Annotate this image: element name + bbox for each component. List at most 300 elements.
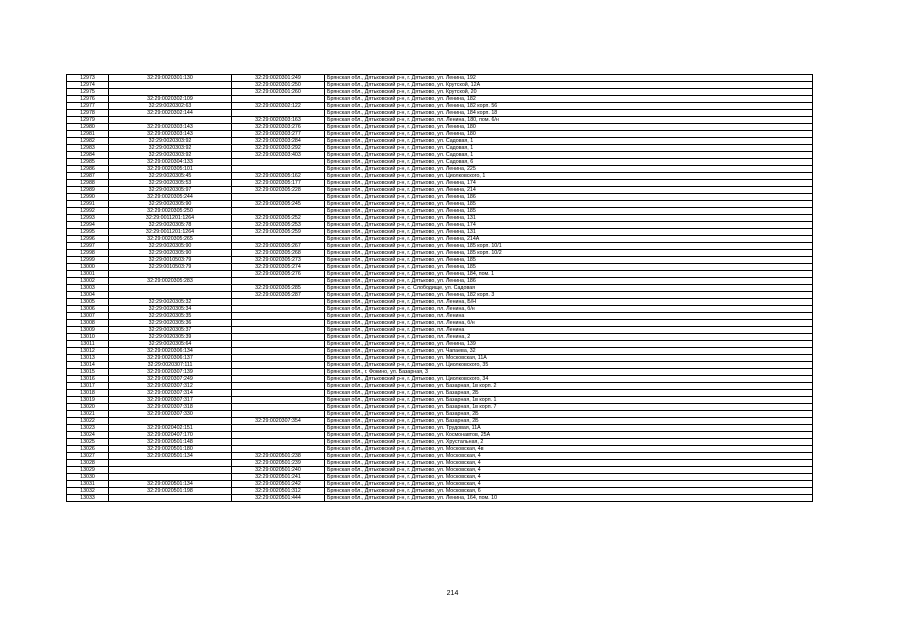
cadastral-number-cell: 32:29:0020305:35 [109, 313, 232, 320]
building-cadastral-number-cell: 32:29:0020303:284 [232, 138, 325, 145]
row-number: 12979 [67, 117, 109, 124]
address-cell: Брянская обл., Дятьковский р-н, г. Дятьково, ул. Ленина, 184 корп. 18 [325, 110, 813, 117]
table-row [67, 201, 813, 208]
address-cell: Брянская обл., Дятьковский р-н, г. Дятьково, пл. Ленина, 2 [325, 334, 813, 341]
address-cell: Брянская обл., Дятьковский р-н, г. Дятьково, пл. Ленина, Б/Н [325, 299, 813, 306]
row-number: 13012 [67, 348, 109, 355]
row-number: 13014 [67, 362, 109, 369]
building-cadastral-number-cell: 32:29:0020305:228 [232, 187, 325, 194]
cadastral-number-cell [109, 460, 232, 467]
row-number: 12974 [67, 82, 109, 89]
registry-table [66, 74, 813, 502]
table-row [67, 369, 813, 376]
address-cell: Брянская обл., Дятьковский р-н, г. Дятьково, ул. Ленина, 182 корп. 3 [325, 292, 813, 299]
address-cell: Брянская обл., Дятьковский р-н, г. Дятьково, пл. Ленина, б/н [325, 320, 813, 327]
row-number: 13030 [67, 474, 109, 481]
row-number: 12995 [67, 229, 109, 236]
address-cell: Брянская обл., Дятьковский р-н, г. Дятьково, ул. Московская, 11А [325, 355, 813, 362]
building-cadastral-number-cell [232, 327, 325, 334]
building-cadastral-number-cell [232, 439, 325, 446]
building-cadastral-number-cell: 32:29:0020305:276 [232, 271, 325, 278]
table-row [67, 250, 813, 257]
cadastral-number-cell: 32:29:0020402:151 [109, 425, 232, 432]
address-cell: Брянская обл., Дятьковский р-н, г. Дятьково, ул. Крутской, 20 [325, 89, 813, 96]
building-cadastral-number-cell [232, 320, 325, 327]
table-row [67, 383, 813, 390]
row-number: 12987 [67, 173, 109, 180]
row-number: 12981 [67, 131, 109, 138]
table-row [67, 390, 813, 397]
table-row [67, 271, 813, 278]
address-cell: Брянская обл., Дятьковский р-н, г. Дятьково, ул. Московская, 6 [325, 488, 813, 495]
address-cell: Брянская обл., Дятьковский р-н, г. Дятьково, ул. Ленина, 131 [325, 215, 813, 222]
row-number: 12989 [67, 187, 109, 194]
table-row [67, 348, 813, 355]
cadastral-number-cell [109, 271, 232, 278]
table-row [67, 418, 813, 425]
table-row [67, 82, 813, 89]
table-row [67, 180, 813, 187]
row-number: 12998 [67, 250, 109, 257]
row-number: 12983 [67, 145, 109, 152]
address-cell: Брянская обл., Дятьковский р-н, г. Дятьково, пл. Ленина, 180, пом. 6/н [325, 117, 813, 124]
row-number: 12980 [67, 124, 109, 131]
table-row [67, 208, 813, 215]
address-cell: Брянская обл., Дятьковский р-н, г. Дятьково, ул. Садовая, 6 [325, 159, 813, 166]
building-cadastral-number-cell [232, 446, 325, 453]
table-row [67, 222, 813, 229]
building-cadastral-number-cell [232, 369, 325, 376]
building-cadastral-number-cell: 32:29:0020301:260 [232, 89, 325, 96]
cadastral-number-cell [109, 467, 232, 474]
registry-table-body [67, 75, 813, 502]
address-cell: Брянская обл., Дятьковский р-н, г. Дятьково, пл. Ленина [325, 327, 813, 334]
address-cell: Брянская обл., Дятьковский р-н, г. Дятьково, ул. Циолковского, 34 [325, 376, 813, 383]
address-cell: Брянская обл., Дятьковский р-н, г. Дятьково, ул. Ленина, 180 [325, 131, 813, 138]
cadastral-number-cell: 32:29:0020305:64 [109, 341, 232, 348]
address-cell: Брянская обл., Дятьковский р-н, г. Дятьково, ул. Базарная, 2Б [325, 390, 813, 397]
table-row [67, 292, 813, 299]
address-cell: Брянская обл., Дятьковский р-н, г. Дятьково, ул. Ленина, 214А [325, 236, 813, 243]
building-cadastral-number-cell [232, 404, 325, 411]
building-cadastral-number-cell [232, 362, 325, 369]
building-cadastral-number-cell [232, 432, 325, 439]
address-cell: Брянская обл., Дятьковский р-н, г. Дятьково, ул. Базарная, 1в корп. 1 [325, 397, 813, 404]
cadastral-number-cell: 32:29:0020305:90 [109, 201, 232, 208]
address-cell: Брянская обл., Дятьковский р-н, г. Дятьково, ул. Чапаева, 32 [325, 348, 813, 355]
table-row [67, 320, 813, 327]
address-cell: Брянская обл., Дятьковский р-н, г. Дятьково, ул. Базарная, 2Б [325, 411, 813, 418]
address-cell: Брянская обл., Дятьковский р-н, г. Дятьково, ул. Ленина, 225 [325, 166, 813, 173]
cadastral-number-cell: 32:29:0020307:330 [109, 411, 232, 418]
building-cadastral-number-cell [232, 166, 325, 173]
cadastral-number-cell: 32:29:0020302:144 [109, 110, 232, 117]
table-row [67, 425, 813, 432]
cadastral-number-cell [109, 117, 232, 124]
row-number: 12982 [67, 138, 109, 145]
building-cadastral-number-cell: 32:29:0020303:276 [232, 124, 325, 131]
cadastral-number-cell: 32:29:0020307:318 [109, 404, 232, 411]
cadastral-number-cell: 32:29:0020501:198 [109, 488, 232, 495]
building-cadastral-number-cell: 32:29:0020305:162 [232, 173, 325, 180]
cadastral-number-cell: 32:29:0020501:180 [109, 446, 232, 453]
address-cell: Брянская обл., Дятьковский р-н, г. Дятьково, ул. Ленина, 131 [325, 229, 813, 236]
cadastral-number-cell: 32:29:0020305:101 [109, 166, 232, 173]
cadastral-number-cell: 32:29:0010503:79 [109, 257, 232, 264]
table-row [67, 313, 813, 320]
building-cadastral-number-cell: 32:29:0020501:242 [232, 481, 325, 488]
address-cell: Брянская обл., г. Фокино, ул. Базарная, 3 [325, 369, 813, 376]
table-row [67, 236, 813, 243]
row-number: 13002 [67, 278, 109, 285]
cadastral-number-cell: 32:29:0020304:133 [109, 159, 232, 166]
building-cadastral-number-cell [232, 194, 325, 201]
building-cadastral-number-cell: 32:29:0020305:285 [232, 285, 325, 292]
address-cell: Брянская обл., Дятьковский р-н, г. Дятьково, ул. Циолковского, 35 [325, 362, 813, 369]
table-row [67, 159, 813, 166]
table-row [67, 411, 813, 418]
row-number: 13026 [67, 446, 109, 453]
table-row [67, 166, 813, 173]
address-cell: Брянская обл., Дятьковский р-н, г. Дятьково, ул. Крутской, 12А [325, 82, 813, 89]
building-cadastral-number-cell [232, 348, 325, 355]
table-row [67, 439, 813, 446]
cadastral-number-cell: 32:29:0020305:97 [109, 187, 232, 194]
row-number: 12999 [67, 257, 109, 264]
building-cadastral-number-cell [232, 159, 325, 166]
building-cadastral-number-cell: 32:29:0020501:444 [232, 495, 325, 502]
address-cell: Брянская обл., Дятьковский р-н, г. Дятьково, ул. Ленина, 180 [325, 124, 813, 131]
cadastral-number-cell: 32:29:0020307:249 [109, 376, 232, 383]
table-row [67, 362, 813, 369]
building-cadastral-number-cell [232, 376, 325, 383]
cadastral-number-cell: 32:29:0020305:90 [109, 243, 232, 250]
cadastral-number-cell [109, 495, 232, 502]
cadastral-number-cell: 32:29:0020302:63 [109, 103, 232, 110]
building-cadastral-number-cell: 32:29:0020305:273 [232, 257, 325, 264]
building-cadastral-number-cell [232, 278, 325, 285]
row-number: 13016 [67, 376, 109, 383]
cadastral-number-cell: 32:29:0020305:45 [109, 173, 232, 180]
building-cadastral-number-cell: 32:29:0020305:268 [232, 250, 325, 257]
address-cell: Брянская обл., Дятьковский р-н, г. Дятьково, ул. Ленина, 186 [325, 278, 813, 285]
table-row [67, 355, 813, 362]
table-row [67, 495, 813, 502]
building-cadastral-number-cell: 32:29:0020303:403 [232, 152, 325, 159]
building-cadastral-number-cell [232, 236, 325, 243]
table-row [67, 96, 813, 103]
cadastral-number-cell: 32:29:0020305:265 [109, 236, 232, 243]
address-cell: Брянская обл., Дятьковский р-н, г. Дятьково, пл. Ленина [325, 313, 813, 320]
address-cell: Брянская обл., Дятьковский р-н, г. Дятьково, ул. Московская, 4 [325, 467, 813, 474]
address-cell: Брянская обл., Дятьковский р-н, г. Дятьково, ул. Ленина, 164, пом. 10 [325, 495, 813, 502]
building-cadastral-number-cell: 32:29:0020305:287 [232, 292, 325, 299]
building-cadastral-number-cell: 32:29:0020302:122 [232, 103, 325, 110]
table-row [67, 474, 813, 481]
address-cell: Брянская обл., Дятьковский р-н, г. Дятьково, ул. Ленина, 186 [325, 194, 813, 201]
cadastral-number-cell: 32:29:0020305:244 [109, 194, 232, 201]
row-number: 12991 [67, 201, 109, 208]
row-number: 13008 [67, 320, 109, 327]
table-row [67, 194, 813, 201]
row-number: 13019 [67, 397, 109, 404]
row-number: 13003 [67, 285, 109, 292]
address-cell: Брянская обл., Дятьковский р-н, г. Дятьково, ул. Космонавтов, 25А [325, 432, 813, 439]
table-row [67, 404, 813, 411]
address-cell: Брянская обл., Дятьковский р-н, г. Дятьково, ул. Ленина, 185 корп. 10/2 [325, 250, 813, 257]
cadastral-number-cell: 32:29:0020307:317 [109, 397, 232, 404]
row-number: 12976 [67, 96, 109, 103]
cadastral-number-cell: 32:29:0020302:109 [109, 96, 232, 103]
row-number: 13025 [67, 439, 109, 446]
row-number: 13031 [67, 481, 109, 488]
table-row [67, 264, 813, 271]
row-number: 13027 [67, 453, 109, 460]
table-row [67, 453, 813, 460]
address-cell: Брянская обл., Дятьковский р-н, г. Дятьково, ул. Ленина, 185 корп. 10/1 [325, 243, 813, 250]
address-cell: Брянская обл., Дятьковский р-н, г. Дятьково, ул. Ленина, 185 [325, 201, 813, 208]
cadastral-number-cell: 32:29:0020305:250 [109, 208, 232, 215]
cadastral-number-cell: 32:29:0020305:32 [109, 299, 232, 306]
row-number: 13001 [67, 271, 109, 278]
cadastral-number-cell: 32:29:0020501:134 [109, 453, 232, 460]
address-cell: Брянская обл., Дятьковский р-н, г. Дятьково, ул. Московская, 4 [325, 453, 813, 460]
row-number: 13033 [67, 495, 109, 502]
table-row [67, 299, 813, 306]
building-cadastral-number-cell: 32:29:0020303:163 [232, 117, 325, 124]
table-row [67, 285, 813, 292]
row-number: 13023 [67, 425, 109, 432]
building-cadastral-number-cell [232, 299, 325, 306]
cadastral-number-cell: 32:29:0020303:92 [109, 152, 232, 159]
building-cadastral-number-cell [232, 208, 325, 215]
row-number: 13015 [67, 369, 109, 376]
row-number: 12990 [67, 194, 109, 201]
row-number: 13005 [67, 299, 109, 306]
row-number: 12997 [67, 243, 109, 250]
cadastral-number-cell: 32:29:0020501:148 [109, 439, 232, 446]
row-number: 13004 [67, 292, 109, 299]
cadastral-number-cell: 32:29:0020305:37 [109, 327, 232, 334]
building-cadastral-number-cell: 32:29:0020301:249 [232, 75, 325, 82]
address-cell: Брянская обл., Дятьковский р-н, г. Дятьково, ул. Московская, 4 [325, 481, 813, 488]
table-row [67, 432, 813, 439]
address-cell: Брянская обл., Дятьковский р-н, с. Слободище, ул. Садовая [325, 285, 813, 292]
address-cell: Брянская обл., Дятьковский р-н, г. Дятьково, ул. Базарная, 2Б [325, 418, 813, 425]
cadastral-number-cell: 32:29:0011201:1264 [109, 215, 232, 222]
building-cadastral-number-cell [232, 355, 325, 362]
row-number: 13013 [67, 355, 109, 362]
row-number: 12975 [67, 89, 109, 96]
row-number: 13032 [67, 488, 109, 495]
table-row [67, 229, 813, 236]
building-cadastral-number-cell: 32:29:0020305:267 [232, 243, 325, 250]
cadastral-number-cell: 32:29:0020307:312 [109, 383, 232, 390]
cadastral-number-cell: 32:29:0020305:34 [109, 306, 232, 313]
building-cadastral-number-cell: 32:29:0020307:354 [232, 418, 325, 425]
row-number: 12996 [67, 236, 109, 243]
table-row [67, 243, 813, 250]
row-number: 12977 [67, 103, 109, 110]
building-cadastral-number-cell: 32:29:0020501:312 [232, 488, 325, 495]
address-cell: Брянская обл., Дятьковский р-н, г. Дятьково, ул. Хрустальная, 2 [325, 439, 813, 446]
row-number: 13011 [67, 341, 109, 348]
row-number: 12978 [67, 110, 109, 117]
building-cadastral-number-cell: 32:29:0020303:292 [232, 145, 325, 152]
cadastral-number-cell: 32:29:0020307:314 [109, 390, 232, 397]
row-number: 13017 [67, 383, 109, 390]
address-cell: Брянская обл., Дятьковский р-н, г. Дятьково, ул. Ленина, 139 [325, 341, 813, 348]
row-number: 13018 [67, 390, 109, 397]
row-number: 13000 [67, 264, 109, 271]
building-cadastral-number-cell: 32:29:0020305:274 [232, 264, 325, 271]
building-cadastral-number-cell [232, 397, 325, 404]
address-cell: Брянская обл., Дятьковский р-н, г. Дятьково, ул. Московская, 4 [325, 460, 813, 467]
row-number: 13006 [67, 306, 109, 313]
row-number: 13020 [67, 404, 109, 411]
row-number: 13024 [67, 432, 109, 439]
table-row [67, 131, 813, 138]
row-number: 13022 [67, 418, 109, 425]
cadastral-number-cell [109, 82, 232, 89]
row-number: 12988 [67, 180, 109, 187]
address-cell: Брянская обл., Дятьковский р-н, г. Дятьково, ул. Ленина, 185 [325, 264, 813, 271]
building-cadastral-number-cell: 32:29:0020501:241 [232, 474, 325, 481]
address-cell: Брянская обл., Дятьковский р-н, г. Дятьково, ул. Московская, 4в [325, 446, 813, 453]
table-row [67, 117, 813, 124]
address-cell: Брянская обл., Дятьковский р-н, г. Дятьково, пл. Ленина, б/н [325, 306, 813, 313]
table-row [67, 145, 813, 152]
building-cadastral-number-cell: 32:29:0020305:177 [232, 180, 325, 187]
row-number: 13028 [67, 460, 109, 467]
address-cell: Брянская обл., Дятьковский р-н, г. Дятьково, ул. Ленина, 214 [325, 187, 813, 194]
building-cadastral-number-cell [232, 334, 325, 341]
building-cadastral-number-cell [232, 306, 325, 313]
cadastral-number-cell [109, 474, 232, 481]
row-number: 13009 [67, 327, 109, 334]
address-cell: Брянская обл., Дятьковский р-н, г. Дятьково, ул. Ленина, 185 [325, 257, 813, 264]
table-row [67, 103, 813, 110]
table-row [67, 138, 813, 145]
row-number: 12984 [67, 152, 109, 159]
cadastral-number-cell: 32:29:0020307:139 [109, 369, 232, 376]
cadastral-number-cell: 32:29:0011201:1264 [109, 229, 232, 236]
cadastral-number-cell: 32:29:0020305:90 [109, 250, 232, 257]
table-row [67, 152, 813, 159]
cadastral-number-cell: 32:29:0020305:53 [109, 180, 232, 187]
address-cell: Брянская обл., Дятьковский р-н, г. Дятьково, ул. Московская, 4 [325, 474, 813, 481]
cadastral-number-cell: 32:29:0020303:92 [109, 138, 232, 145]
building-cadastral-number-cell: 32:29:0020305:245 [232, 201, 325, 208]
table-row [67, 75, 813, 82]
table-row [67, 306, 813, 313]
cadastral-number-cell [109, 292, 232, 299]
cadastral-number-cell: 32:29:0020306:134 [109, 348, 232, 355]
table-row [67, 446, 813, 453]
cadastral-number-cell: 32:29:0020303:143 [109, 124, 232, 131]
cadastral-number-cell: 32:29:0020307:111 [109, 362, 232, 369]
building-cadastral-number-cell [232, 110, 325, 117]
address-cell: Брянская обл., Дятьковский р-н, г. Дятьково, ул. Садовая, 1 [325, 138, 813, 145]
table-row [67, 173, 813, 180]
table-row [67, 481, 813, 488]
cadastral-number-cell [109, 89, 232, 96]
cadastral-number-cell: 32:29:0020303:143 [109, 131, 232, 138]
cadastral-number-cell: 32:29:0020305:78 [109, 222, 232, 229]
building-cadastral-number-cell: 32:29:0020501:239 [232, 460, 325, 467]
building-cadastral-number-cell: 32:29:0020305:259 [232, 229, 325, 236]
page-number: 214 [446, 590, 459, 597]
table-row [67, 89, 813, 96]
building-cadastral-number-cell [232, 425, 325, 432]
table-row [67, 397, 813, 404]
row-number: 12994 [67, 222, 109, 229]
table-row [67, 488, 813, 495]
table-row [67, 215, 813, 222]
address-cell: Брянская обл., Дятьковский р-н, г. Дятьково, ул. Ленина, 184, пом. 1 [325, 271, 813, 278]
cadastral-number-cell: 32:29:0020306:137 [109, 355, 232, 362]
address-cell: Брянская обл., Дятьковский р-н, г. Дятьково, ул. Трудовая, 11А [325, 425, 813, 432]
address-cell: Брянская обл., Дятьковский р-н, г. Дятьково, ул. Ленина, 182 корп. 56 [325, 103, 813, 110]
building-cadastral-number-cell [232, 96, 325, 103]
cadastral-number-cell: 32:29:0020301:130 [109, 75, 232, 82]
address-cell: Брянская обл., Дятьковский р-н, г. Дятьково, ул. Садовая, 1 [325, 152, 813, 159]
address-cell: Брянская обл., Дятьковский р-н, г. Дятьково, ул. Садовая, 1 [325, 145, 813, 152]
cadastral-number-cell: 32:29:0020305:283 [109, 278, 232, 285]
address-cell: Брянская обл., Дятьковский р-н, г. Дятьково, ул. Ленина, 185 [325, 208, 813, 215]
building-cadastral-number-cell: 32:29:0020501:240 [232, 467, 325, 474]
cadastral-number-cell: 32:29:0010503:79 [109, 264, 232, 271]
building-cadastral-number-cell [232, 383, 325, 390]
cadastral-number-cell: 32:29:0020303:92 [109, 145, 232, 152]
row-number: 13007 [67, 313, 109, 320]
table-row [67, 278, 813, 285]
address-cell: Брянская обл., Дятьковский р-н, г. Дятьково, ул. Базарная, 1в корп. 7 [325, 404, 813, 411]
cadastral-number-cell: 32:29:0020305:39 [109, 334, 232, 341]
address-cell: Брянская обл., Дятьковский р-н, г. Дятьково, ул. Циолковского, 1 [325, 173, 813, 180]
row-number: 13021 [67, 411, 109, 418]
table-row [67, 327, 813, 334]
row-number: 12985 [67, 159, 109, 166]
address-cell: Брянская обл., Дятьковский р-н, г. Дятьково, ул. Ленина, 182 [325, 96, 813, 103]
table-row [67, 110, 813, 117]
row-number: 13010 [67, 334, 109, 341]
address-cell: Брянская обл., Дятьковский р-н, г. Дятьково, ул. Базарная, 1в корп. 2 [325, 383, 813, 390]
table-row [67, 187, 813, 194]
table-row [67, 124, 813, 131]
table-row [67, 376, 813, 383]
address-cell: Брянская обл., Дятьковский р-н, г. Дятьково, ул. Ленина, 174 [325, 180, 813, 187]
row-number: 13029 [67, 467, 109, 474]
cadastral-number-cell: 32:29:0020305:36 [109, 320, 232, 327]
building-cadastral-number-cell: 32:29:0020305:252 [232, 215, 325, 222]
building-cadastral-number-cell [232, 390, 325, 397]
building-cadastral-number-cell: 32:29:0020305:253 [232, 222, 325, 229]
table-row [67, 334, 813, 341]
table-row [67, 341, 813, 348]
table-row [67, 257, 813, 264]
table-row [67, 460, 813, 467]
building-cadastral-number-cell [232, 341, 325, 348]
row-number: 12993 [67, 215, 109, 222]
row-number: 12992 [67, 208, 109, 215]
row-number: 12973 [67, 75, 109, 82]
cadastral-number-cell: 32:29:0020407:170 [109, 432, 232, 439]
row-number: 12986 [67, 166, 109, 173]
building-cadastral-number-cell: 32:29:0020303:277 [232, 131, 325, 138]
address-cell: Брянская обл., Дятьковский р-н, г. Дятьково, ул. Ленина, 192 [325, 75, 813, 82]
building-cadastral-number-cell: 32:29:0020301:250 [232, 82, 325, 89]
